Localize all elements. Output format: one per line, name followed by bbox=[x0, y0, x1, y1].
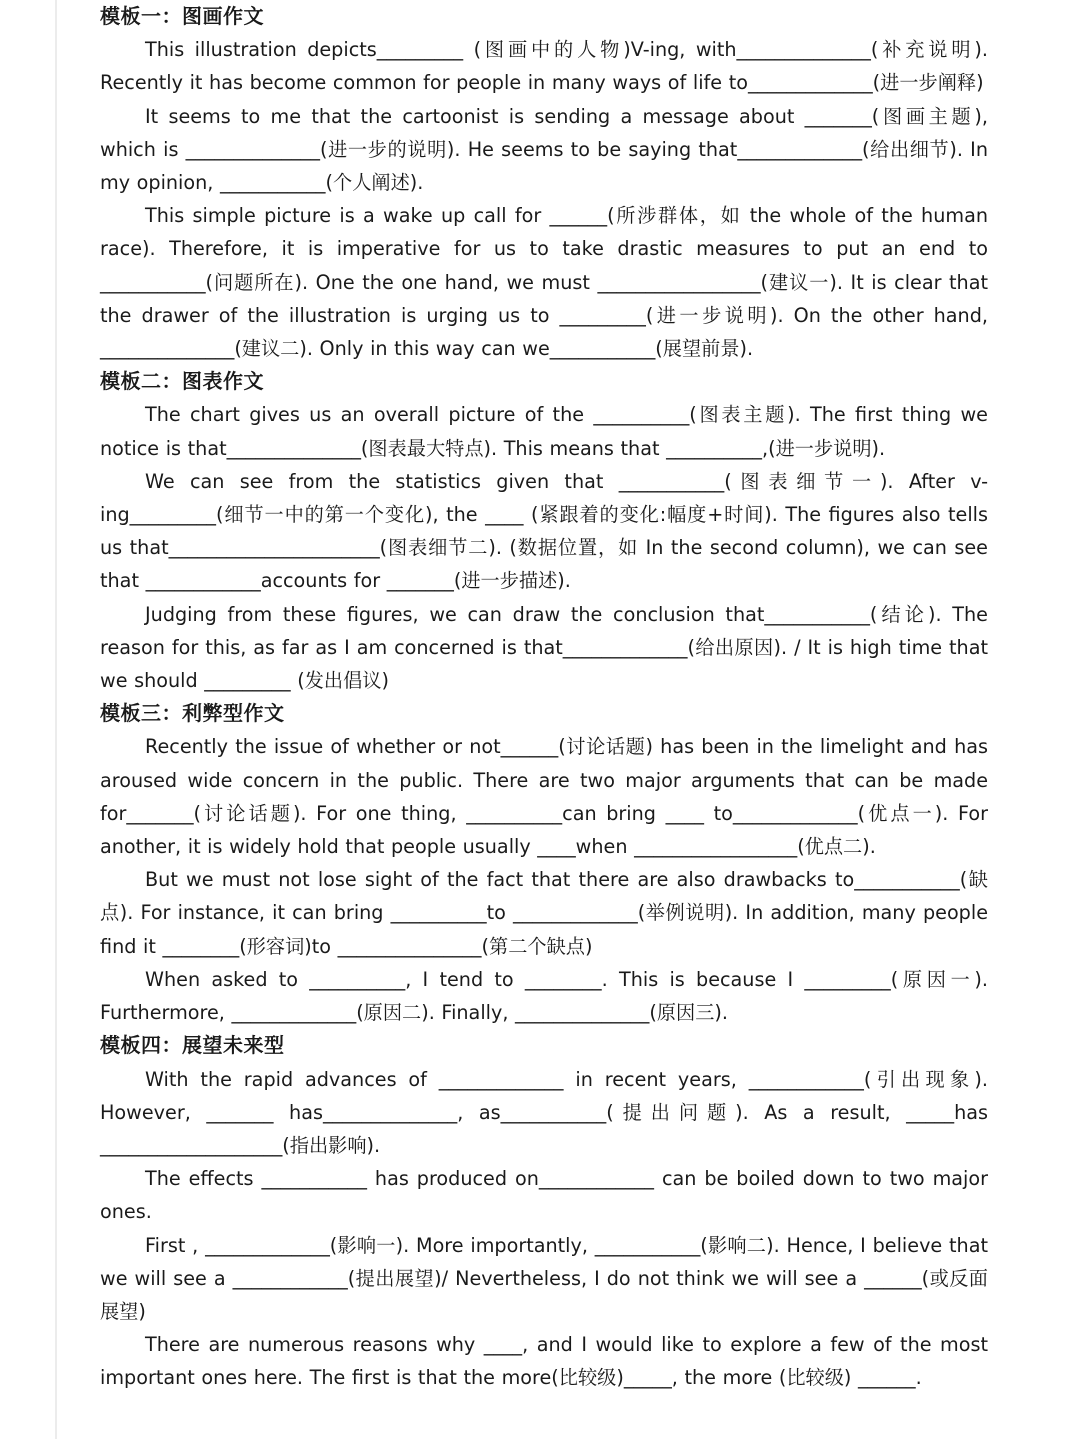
section-template-3 bbox=[100, 697, 988, 1029]
paragraph: This simple picture is a wake up call for ______(所涉群体，如 the whole of the human race). Therefore, it is imperative for us to take drastic measures to put an end to ___________(问题所在). One the one hand, we must _________________(建议一). It is clear that the drawer of the illustration is urging us to _________(进一步说明). On the other hand, ______________(建议二). Only in this way can we___________(展望前景). bbox=[100, 204, 988, 361]
paragraph: When asked to __________, I tend to ________. This is because I _________(原因一). Furthermore, _____________(原因二). Finally, ______________(原因三). bbox=[100, 967, 988, 1025]
paragraph: We can see from the statistics given that ___________(图表细节一). After v-ing_________(细节一中的第一个变化), the ____ (紧跟着的变化:幅度+时间). The figures also tells us that______________________(图表细节二). (数据位置，如 In the second column), we can see that ____________accounts for _______(进一步描述). bbox=[100, 469, 988, 593]
paragraph: This illustration depicts_________ (图画中的人物)V-ing, with______________(补充说明). Recently it has become common for people in many ways of life to_____________(进一步阐释) bbox=[100, 38, 988, 95]
section-title: 模板一：图画作文 bbox=[100, 4, 264, 28]
paragraph: Recently the issue of whether or not______(讨论话题) has been in the limelight and has aroused wide concern in the public. There are two major arguments that can be made for_______(讨论话题). For one thing, __________can bring ____ to_____________(优点一). For another, it is widely hold that people usually ____when _________________(优点二). bbox=[100, 735, 988, 859]
paragraph: There are numerous reasons why ____, and I would like to explore a few of the most important ones here. The first is that the more(比较级)_____, the more (比较级) ______. bbox=[100, 1333, 988, 1390]
paragraph: Judging from these figures, we can draw the conclusion that___________(结论). The reason for this, as far as I am concerned is that_____________(给出原因). / It is high time that we should _________ (发出倡议) bbox=[100, 602, 988, 693]
section-title: 模板三：利弊型作文 bbox=[100, 701, 285, 726]
section-template-2 bbox=[100, 365, 988, 697]
paragraph: It seems to me that the cartoonist is sending a message about _______(图画主题), which is ______________(进一步的说明). He seems to be saying that_____________(给出细节). In my opinion, ___________(个人阐述). bbox=[100, 104, 988, 195]
paragraph: First , _____________(影响一). More importantly, ___________(影响二). Hence, I believe that we will see a ____________(提出展望)/ Nevertheless, I do not think we will see a ______(或反面展望) bbox=[100, 1233, 988, 1323]
document-body bbox=[100, 0, 988, 1395]
section-template-4 bbox=[100, 1029, 988, 1394]
paragraph: With the rapid advances of _____________ in recent years, ____________(引出现象). However, _______ has______________, as___________(提出问题). As a result, _____has ___________________(指出影响). bbox=[100, 1067, 988, 1157]
paragraph: But we must not lose sight of the fact that there are also drawbacks to___________(缺点). For instance, it can bring __________to _____________(举例说明). In addition, many people find it ________(形容词)to _______________(第二个缺点) bbox=[100, 868, 988, 958]
paragraph: The effects ___________ has produced on____________ can be boiled down to two major ones. bbox=[100, 1167, 988, 1224]
paragraph: The chart gives us an overall picture of the __________(图表主题). The first thing we notice is that______________(图表最大特点). This means that __________,(进一步说明). bbox=[100, 403, 988, 460]
section-title: 模板四：展望未来型 bbox=[100, 1033, 285, 1058]
page-edge-divider bbox=[55, 0, 57, 1439]
section-template-1 bbox=[100, 0, 988, 365]
section-title: 模板二：图表作文 bbox=[100, 369, 264, 394]
